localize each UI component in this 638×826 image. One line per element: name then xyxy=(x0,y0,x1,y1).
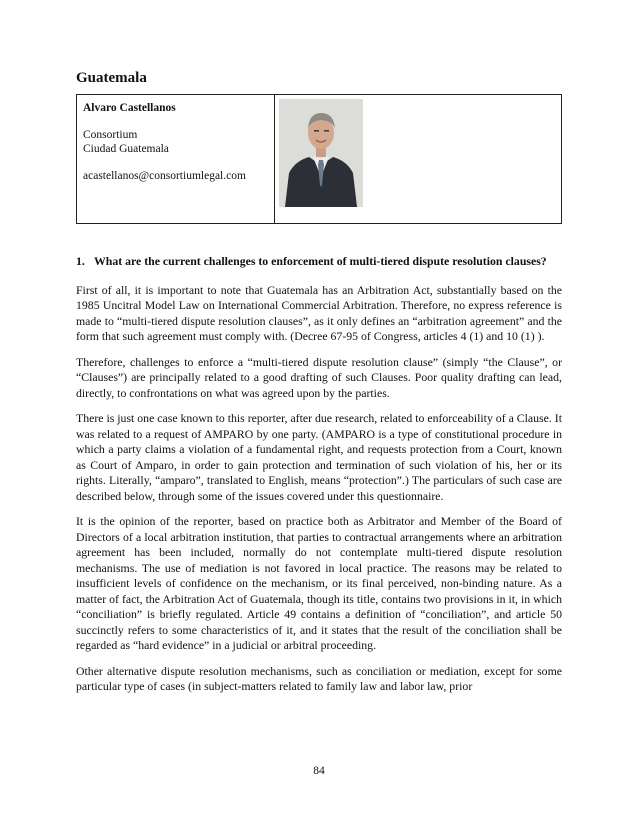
question-heading xyxy=(76,254,562,270)
contact-name: Alvaro Castellanos xyxy=(83,102,176,114)
page-number: 84 xyxy=(313,765,325,777)
contact-organization: Consortium xyxy=(83,129,138,141)
portrait-photo xyxy=(279,99,363,207)
question-number: 1. xyxy=(76,254,85,268)
question-text: What are the current challenges to enforcement of multi-tiered dispute resolution clauses? xyxy=(94,254,547,268)
contact-photo-cell xyxy=(275,95,562,224)
body-paragraph: Other alternative dispute resolution mechanisms, such as conciliation or mediation, except for some particular type of cases (in subject-matters related to family law and labor law, prior xyxy=(76,663,562,693)
contact-email: acastellanos@consortiumlegal.com xyxy=(83,170,246,182)
body-paragraph: First of all, it is important to note that Guatemala has an Arbitration Act, substantially based on the 1985 Uncitral Model Law on International Commercial Arbitration. Therefore, no express reference is made to “multi-tiered dispute resolution clauses”, as it only defines an “arbitration agreement” and the form that such agreement must comply with. (Decree 67-95 of Congress, articles 4 (1) and 10 (1) ). xyxy=(76,282,562,343)
contact-city: Ciudad Guatemala xyxy=(83,143,169,155)
body-paragraph: There is just one case known to this reporter, after due research, related to enforceability of a Clause. It was related to a request of AMPARO by one party. (AMPARO is a type of constitutional procedure in which a party claims a violation of a fundamental right, and requests protection from a Court, known as Court of Amparo, in order to gain protection and termination of such violation of his, her or its rights. Literally, “amparo”, translated to English, means “protection”.) The particulars of such case are described below, through some of the issues covered under this questionnaire. xyxy=(76,411,562,503)
document-page xyxy=(76,52,562,695)
body-paragraph: Therefore, challenges to enforce a “multi-tiered dispute resolution clause” (simply “the Clause”, or “Clauses”) are principally related to a good drafting of such Clauses. Poor quality drafting can lead, directly, to confrontations on what was agreed upon by the parties. xyxy=(76,354,562,400)
country-heading: Guatemala xyxy=(76,70,147,86)
contact-table xyxy=(76,94,562,224)
body-paragraph: It is the opinion of the reporter, based on practice both as Arbitrator and Member of the Board of Directors of a local arbitration institution, that parties to contractual arrangements where an arbitration agreement has been included, normally do not contemplate multi-tiered dispute resolution mechanisms. The use of mediation is not favored in local practice. The reasons may be related to insufficient levels of confidence on the mechanism, or its final perceived, non-binding nature. As a matter of fact, the Arbitration Act of Guatemala, though its title, contains two provisions in it, in which “conciliation” is briefly regulated. Article 49 contains a definition of “conciliation”, and article 50 succinctly refers to some characteristics of it, and it states that the result of the conciliation shall be regarded as “hard evidence” in a judicial or arbitral proceeding. xyxy=(76,514,562,652)
contact-info-cell xyxy=(77,95,275,224)
